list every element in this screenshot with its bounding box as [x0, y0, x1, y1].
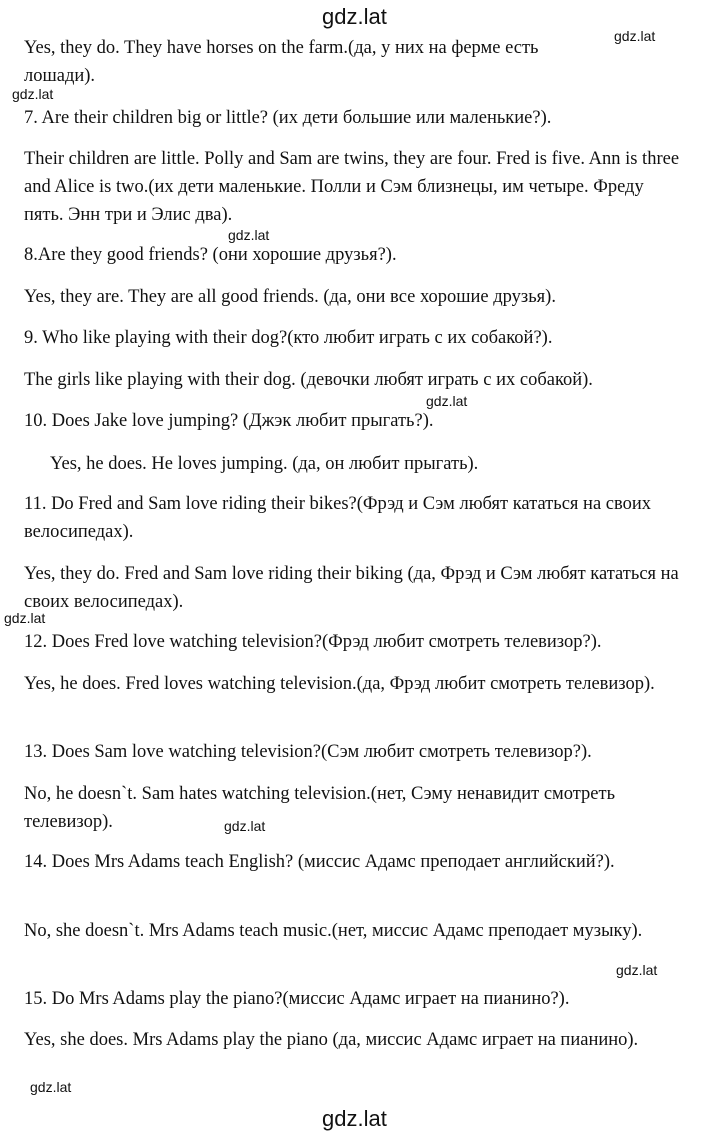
question-line: 13. Does Sam love watching television?(Сэм любит смотреть телевизор?). — [24, 742, 592, 762]
watermark: gdz.lat — [616, 962, 658, 978]
watermark: gdz.lat — [224, 818, 266, 834]
watermark-top: gdz.lat — [322, 4, 387, 29]
watermark: gdz.lat — [12, 86, 54, 102]
answer-line: Their children are little. Polly and Sam are twins, they are four. Fred is five. Ann is three and Alice is two.(их дети маленькие. Полли и Сэм близнецы, им четыре. Фреду пять. Энн три и Элис два). — [24, 149, 680, 225]
question-line: 10. Does Jake love jumping? (Джэк любит прыгать?). — [24, 411, 434, 431]
watermark: gdz.lat — [426, 393, 468, 409]
question-line: 9. Who like playing with their dog?(кто любит играть с их собакой?). — [24, 328, 553, 348]
watermark: gdz.lat — [30, 1079, 72, 1095]
question-line: 7. Are their children big or little? (их дети большие или маленькие?). — [24, 108, 552, 128]
question-line: 15. Do Mrs Adams play the piano?(миссис Адамс играет на пианино?). — [24, 989, 570, 1009]
question-line: 14. Does Mrs Adams teach English? (миссис Адамс преподает английский?). — [24, 852, 615, 872]
watermark-bottom: gdz.lat — [322, 1106, 387, 1131]
watermark: gdz.lat — [4, 610, 46, 626]
watermark: gdz.lat — [614, 28, 656, 44]
answer-line: Yes, they do. They have horses on the farm.(да, у них на ферме есть лошади). — [24, 38, 539, 86]
question-line: 12. Does Fred love watching television?(Фрэд любит смотреть телевизор?). — [24, 632, 602, 652]
answer-line: Yes, they do. Fred and Sam love riding their biking (да, Фрэд и Сэм любят кататься на своих велосипедах). — [24, 564, 679, 612]
answer-line: No, he doesn`t. Sam hates watching television.(нет, Сэму ненавидит смотреть телевизор). — [24, 784, 616, 832]
question-line: 11. Do Fred and Sam love riding their bikes?(Фрэд и Сэм любят кататься на своих велосипедах). — [24, 494, 652, 542]
answer-line: Yes, he does. Fred loves watching television.(да, Фрэд любит смотреть телевизор). — [24, 674, 655, 694]
watermark: gdz.lat — [228, 227, 270, 243]
question-line: 8.Are they good friends? (они хорошие друзья?). — [24, 245, 397, 265]
answer-line: Yes, she does. Mrs Adams play the piano (да, миссис Адамс играет на пианино). — [24, 1030, 639, 1050]
answer-line: No, she doesn`t. Mrs Adams teach music.(нет, миссис Адамс преподает музыку). — [24, 921, 643, 941]
answer-line: The girls like playing with their dog. (девочки любят играть с их собакой). — [24, 370, 593, 390]
answer-line: Yes, they are. They are all good friends. (да, они все хорошие друзья). — [24, 287, 556, 307]
answer-line: Yes, he does. He loves jumping. (да, он любит прыгать). — [50, 454, 479, 474]
